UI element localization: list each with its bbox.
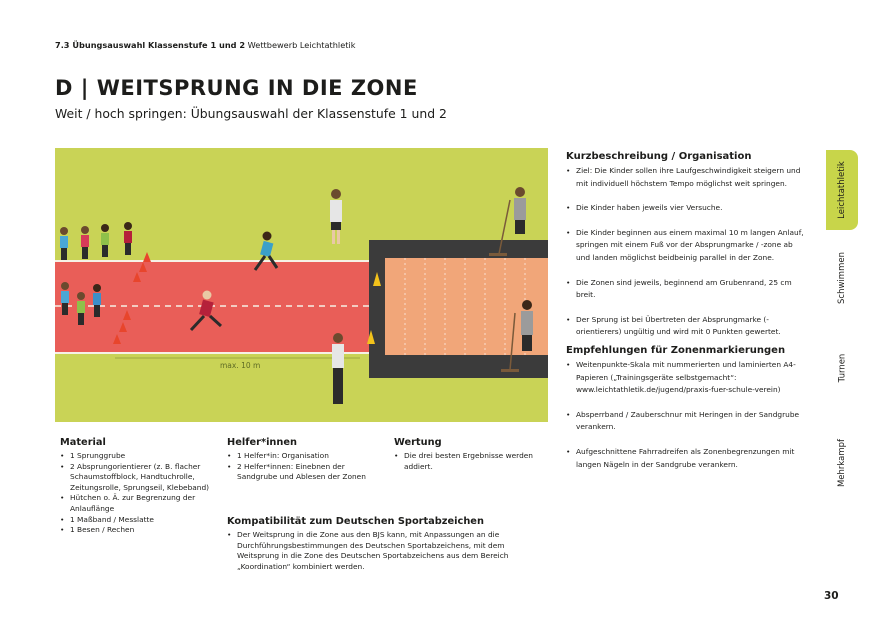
list-item: • Die drei besten Ergebnisse werden addiert. (394, 451, 534, 472)
list-item: • Absperrband / Zauberschnur mit Heringen in der Sandgrube verankern. (566, 409, 806, 434)
material-section (60, 437, 220, 536)
list-item: • 1 Sprunggrube (60, 451, 220, 462)
kompatibilitaet-section (227, 516, 547, 572)
tab-label: Turnen (836, 353, 847, 383)
kurzbeschreibung-list (566, 165, 806, 339)
tab-turnen[interactable] (826, 328, 858, 408)
wertung-heading: Wertung (394, 437, 442, 448)
breadcrumb-section: 7.3 Übungsauswahl Klassenstufe 1 und 2 (55, 40, 246, 50)
wertung-section (394, 437, 534, 472)
list-item: • 2 Helfer*innen: Einebnen der Sandgrube und Ablesen der Zonen (227, 462, 377, 483)
list-item: • 2 Absprungorientierer (z. B. flacher Schaumstoffblock, Handtuchrolle, Zeitungsrolle, Sprungseil, Klebeband) (60, 462, 220, 494)
list-item: • 1 Maßband / Messlatte (60, 515, 220, 526)
list-item: • Die Kinder haben jeweils vier Versuche. (566, 202, 806, 215)
tab-mehrkampf[interactable] (826, 418, 858, 508)
breadcrumb-topic: Wettbewerb Leichtathletik (247, 40, 356, 50)
tab-label: Schwimmen (837, 252, 848, 304)
kurzbeschreibung-heading: Kurzbeschreibung / Organisation (566, 151, 752, 162)
list-item: • Der Sprung ist bei Übertreten der Absprungmarke (-orientierers) ungültig und wird mit 0 Punkten gewertet. (566, 314, 806, 339)
distance-label: max. 10 m (220, 361, 261, 370)
illustration-svg (55, 148, 548, 422)
helfer-heading: Helfer*innen (227, 437, 297, 448)
page-number: 30 (824, 590, 839, 602)
empfehlungen-list (566, 359, 806, 471)
empfehlungen-heading: Empfehlungen für Zonenmarkierungen (566, 344, 786, 356)
list-item: • Die Kinder beginnen aus einem maximal 10 m langen Anlauf, springen mit einem Fuß vor der Absprungmarke / -zone ab und landen möglichst beidbeinig parallel in der Zone. (566, 227, 806, 265)
list-item: • Die Zonen sind jeweils, beginnend am Grubenrand, 25 cm breit. (566, 277, 806, 302)
helfer-list (227, 451, 377, 483)
side-tabs (826, 150, 858, 508)
page-title: D | WEITSPRUNG IN DIE ZONE (55, 76, 418, 100)
breadcrumb (55, 40, 355, 50)
list-item: • 1 Besen / Rechen (60, 525, 220, 536)
long-jump-illustration (55, 148, 548, 422)
material-list (60, 451, 220, 536)
list-item: • Hütchen o. Ä. zur Begrenzung der Anlauflänge (60, 493, 220, 514)
list-item: • 1 Helfer*in: Organisation (227, 451, 377, 462)
list-item: • Ziel: Die Kinder sollen ihre Laufgeschwindigkeit steigern und mit individuell höchstem Tempo möglichst weit springen. (566, 165, 806, 190)
page-subtitle: Weit / hoch springen: Übungsauswahl der Klassenstufe 1 und 2 (55, 106, 447, 121)
tab-schwimmen[interactable] (826, 238, 858, 318)
list-item: • Weitenpunkte-Skala mit nummerierten und laminierten A4-Papieren („Trainingsgeräte selbstgemacht“: www.leichtathletik.de/jugend/praxis-fuer-schule-verein) (566, 359, 806, 397)
helfer-section (227, 437, 377, 483)
kompatibilitaet-list (227, 530, 547, 572)
tab-label: Mehrkampf (837, 438, 848, 488)
list-item: • Der Weitsprung in die Zone aus den BJS kann, mit Anpassungen an die Durchführungsbestimmungen des Deutschen Sportabzeichens, mit dem Weitsprung in die Zone des Deutschen Sportabzeichens aus dem Bereich „Koordination“ kombiniert werden. (227, 530, 547, 572)
right-column (566, 151, 806, 471)
material-heading: Material (60, 437, 106, 448)
wertung-list (394, 451, 534, 472)
tab-label: Leichtathletik (837, 161, 847, 219)
tab-leichtathletik[interactable] (826, 150, 858, 230)
list-item: • Aufgeschnittene Fahrradreifen als Zonenbegrenzungen mit langen Nägeln in der Sandgrube verankern. (566, 446, 806, 471)
kompatibilitaet-heading: Kompatibilität zum Deutschen Sportabzeichen (227, 516, 484, 527)
